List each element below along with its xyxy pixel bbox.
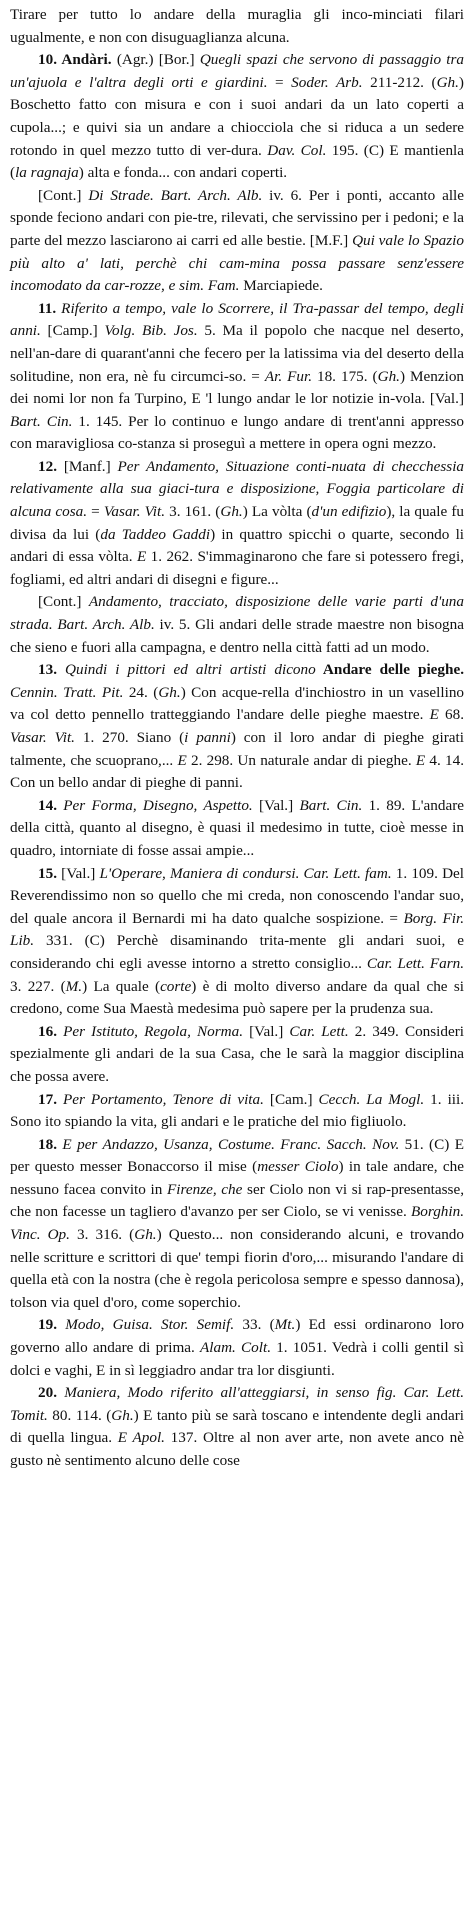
entry-text-segment: Bart. Cin. [10,412,73,430]
entry-text-segment: E Apol. [117,1429,165,1447]
entry-text-segment: d'un edifizio [311,503,387,521]
entry-text-segment: Dav. Col. [267,141,327,159]
entry-text-segment: Riferito a tempo, vale lo Scorrere, il Tra-passar del tempo, degli anni. [10,299,464,340]
entry-text-segment: 1. 262. S'immaginarono che fare si potessero fregi, fogliami, ed altri andari di disegni e figure... [10,548,464,588]
entry-text-segment: E [136,548,147,566]
entry-text-segment: M. [65,977,83,995]
entry-text-segment: ) in quattro spicchi o quarte, secondo li andari di essa vòlta. [10,525,465,566]
entry-text-segment: Di Strade. Bart. Arch. Alb. [88,186,263,204]
entry-text-segment: 5. Ma il popolo che nacque nel deserto, nell'an-dare di quarant'anni che fecero per la latissima via del deserto della solitudine, non era, nè fu circumci-so. = [10,322,464,385]
sense-number: 20. [38,1384,57,1402]
entry-text-segment: ), la quale fu divisa da lui ( [10,503,464,543]
entry-text-segment: 331. (C) Perchè disaminando trita-mente gli andari suoi, e considerando chi egli avesse intorno a stretto consiglio... [10,932,464,972]
entry-text-segment: Cecch. La Mogl. [318,1090,425,1108]
sense-number: 15. [38,864,57,882]
entry-text-segment: 1. 145. Per lo continuo e lungo andare di trent'anni appresso con maravigliosa co-stanza si proseguì a mettere in opera ogni mezzo. [10,412,465,453]
entry-text-segment: ) La vòlta ( [242,503,312,521]
entry-paragraph-intro [10,4,464,49]
entry-paragraph-s15 [10,863,464,1021]
entry-paragraph-s11 [10,298,464,456]
entry-text-segment: ) Ed essi ordinarono loro governo allo andare di prima. [10,1316,465,1357]
entry-text-segment: Gh. [220,503,243,521]
entry-paragraph-s12-cont [10,591,464,659]
entry-text-segment: Firenze, che [167,1180,243,1198]
entry-paragraph-s12 [10,456,464,592]
entry-text-segment: la ragnaja [15,164,79,182]
sense-number: 18. [38,1135,57,1153]
sense-number: 16. [38,1022,57,1040]
entry-text-segment: Per Portamento, Tenore di vita. [63,1090,264,1108]
entry-text-segment: Quegli spazi che servono di passaggio tra un'ajuola e l'altra degli orti e giardini. [10,51,464,91]
entry-text-segment: Quindi i pittori ed altri artisti dicono [65,661,316,679]
entry-text-segment: ) con il loro andar di pieghe girati talmente, che scuoprano,... [10,729,464,769]
entry-paragraph-s19 [10,1314,464,1382]
entry-paragraph-s17 [10,1089,464,1134]
entry-text-segment: [Cam.] [263,1090,319,1108]
entry-text-segment: Modo, Guisa. Stor. Semif. [65,1316,235,1334]
entry-text-segment: Bart. Cin. [299,796,363,814]
entry-text-segment: 80. 114. ( [47,1406,112,1424]
entry-text-segment: Gh. [436,73,459,91]
entry-text-segment: messer Ciolo [257,1158,339,1176]
entry-text-segment: [Manf.] [56,457,118,475]
sense-number: 17. [38,1090,57,1108]
entry-text-segment: E [177,751,187,769]
entry-text-segment: 137. Oltre al non aver arte, non avete anco nè gusto nè sentimento alcuno delle cose [10,1429,464,1469]
entry-text-segment: 3. 161. ( [165,503,221,521]
entry-text-segment: Gh. [111,1406,134,1424]
sense-number: 11. [38,299,57,317]
entry-text-segment: [Cont.] [38,593,89,611]
entry-text-segment: ) Boschetto fatto con misura e con i suoi andari da un lato coperti a cupola...; e quivi sia un andare a chiocciola che si riduca a un sedere rotondo in quel mezzo tutto di ver-dura. [10,73,464,159]
entry-text-segment: E [429,706,439,724]
entry-paragraph-s13 [10,659,464,795]
entry-text-segment: i panni [184,729,231,746]
entry-text-segment: [Camp.] [40,322,105,340]
entry-text-segment: iv. 5. Gli andari delle strade maestre non bisogna che sieno e fuori alla campagna, e dentro nella città fatti ad un modo. [10,616,464,656]
entry-text-segment: Marciapiede. [239,277,323,295]
sense-number: 10. Andàri. [38,51,112,69]
entry-text-segment: 2. 298. Un naturale andar di pieghe. [186,751,416,769]
entry-text-segment: Ar. Fur. [264,367,312,385]
entry-text-segment: [Val.] [56,864,100,882]
sense-number: 13. [38,661,57,679]
entry-paragraph-s14 [10,795,464,863]
entry-text-segment: Andamento, tracciato, disposizione delle varie parti d'una strada. Bart. Arch. Alb. [10,593,464,634]
entry-text-segment: iv. 6. Per i ponti, accanto alle sponde feciono andari con pie-tre, rilevati, che servissino per i pedoni; e la parte del mezzo lasciarono ai carri ed alle bestie. [M.F.] [10,186,464,249]
entry-text-segment: Mt. [274,1316,296,1334]
entry-text-segment: ) Con acque-rella d'inchiostro in un vasellino va col detto pennello tratteggiando l'andare delle pieghe maestre. [10,683,465,724]
entry-text-segment: ) è di molto diverso andare da qual che si credono, come Sua Maestà medesima può sapere per la prudenza sua. [10,977,464,1018]
sense-number: 19. [38,1316,57,1334]
entry-text-segment: Cennin. Tratt. Pit. [10,683,124,701]
entry-text-segment: 1. 109. Del Reverendissimo non so quello che mi creda, non conoscendo l'andar suo, del quale ancora il Bernardi mi ha dato qualche sospizione. = [10,864,464,927]
entry-text-segment: Car. Lett. Farn. [366,954,464,972]
entry-text-segment: 33. ( [234,1316,275,1334]
entry-text-segment: Qui vale lo Spazio più alto a' lati, perchè chi cam-mina possa passare senz'essere incomodato da car-rozze, e sim. Fam. [10,231,464,295]
entry-text-segment: 24. ( [123,683,159,701]
entry-text-segment: [Cont.] [38,186,89,204]
entry-text-segment: Gh. [158,683,181,701]
entry-text-segment: ) E tanto più se sarà toscano e intendente degli andari di quella lingua. [10,1406,464,1447]
entry-text-segment: Tirare per tutto lo andare della muraglia gli inco-minciati filari ugualmente, e non con disuguaglianza alcuna. [10,6,464,46]
entry-text-segment: 51. (C) E per questo messer Bonaccorso il mise ( [10,1135,464,1176]
entry-text-segment: ser Ciolo non vi si rap-presentasse, che non facesse un tagliero d'avanzo per ser Ciolo, se vi venisse. [10,1180,465,1221]
entry-text-segment: ) La quale ( [82,977,161,995]
entry-text-segment: 1. 1051. Vedrà i colli gentil sì dolci e vaghi, E in sì leggiadro andar tra lor disgiunti. [10,1339,464,1379]
entry-text-segment: Gh. [377,367,400,385]
entry-text-segment: corte [160,977,192,995]
entry-text-segment: Borghin. Vinc. Op. [10,1203,464,1244]
entry-text-segment: 68. [438,706,465,724]
entry-text-segment [57,661,65,678]
entry-text-segment: 1. 270. Siano ( [74,729,185,746]
entry-text-segment: 18. 175. ( [312,367,378,385]
entry-text-segment: Per Istituto, Regola, Norma. [63,1022,243,1040]
entry-text-segment: ) Menzion dei nomi lor non fa Turpino, E 'l lungo andar le lor notizie in-vola. [Val.] [10,367,465,408]
entry-text-segment: Per Forma, Disegno, Aspetto. [63,796,253,814]
entry-text-segment [57,1316,65,1333]
entry-text-segment: 4. 14. Con un bello andar di pieghe di panni. [10,751,464,792]
entry-text-segment: 1. iii. Sono ito spiando la vita, gli andari e le pratiche del mio figliuolo. [10,1090,465,1131]
entry-text-segment: Soder. Arb. [291,73,363,91]
entry-text-segment: Maniera, Modo riferito all'atteggiarsi, in senso fig. Car. Lett. Tomit. [10,1384,465,1424]
sense-number: 14. [38,796,57,814]
entry-text-segment: = [87,503,104,521]
entry-paragraph-s18 [10,1134,464,1315]
entry-text-segment: 3. 316. ( [69,1226,135,1244]
entry-text-segment: ) alta e fonda... con andari coperti. [78,164,288,182]
entry-text-segment: Andare delle pieghe. [315,661,464,679]
sense-number: 12. [38,457,57,475]
entry-text-segment: da Taddeo Gaddi [100,525,211,543]
entry-text-segment: = [267,73,292,91]
entry-text-segment: Per Andamento, Situazione conti-nuata di checchessia relativamente alla sua giaci-tura e disposizione, Foggia particolare di alcuna cosa. [10,457,465,521]
entry-text-segment: 1. 89. L'andare della città, quanto al disegno, è quasi il medesimo in tutte, cioè messe in quadro, intorniate di fosse assai ampie... [10,796,465,859]
entry-text-segment: [Val.] [252,796,300,814]
entry-text-segment: [Val.] [243,1022,290,1040]
entry-text-segment: 3. 227. ( [10,977,66,995]
entry-text-segment: Vasar. Vit. [103,503,166,521]
entry-text-segment: Car. Lett. [289,1022,349,1040]
entry-text-segment: E [415,751,426,769]
entry-text-segment: Volg. Bib. Jos. [104,322,198,340]
entry-text-segment: Borg. Fir. Lib. [10,909,464,950]
entry-paragraph-s10 [10,49,464,185]
entry-text-segment: 2. 349. Consideri spezialmente gli andari de la sua Casa, che le sarà la maggior disciplina che possa avere. [10,1022,465,1085]
entry-text-segment: Gh. [134,1226,157,1244]
entry-text-segment: E per Andazzo, Usanza, Costume. Franc. Sacch. Nov. [62,1135,400,1153]
entry-text-segment: (Agr.) [Bor.] [111,51,200,69]
entry-paragraph-s20 [10,1382,464,1472]
entry-text-segment: Alam. Colt. [200,1339,272,1357]
entry-paragraph-s10-cont [10,185,464,298]
entry-text-segment: 195. (C) E mantienla ( [10,141,464,182]
entry-text-segment: Vasar. Vit. [10,729,75,746]
entry-text-segment: L'Operare, Maniera di condursi. Car. Lett. fam. [99,864,392,882]
entry-paragraph-s16 [10,1021,464,1089]
entry-text-segment: ) Questo... non considerando alcuni, e trovando nelle scritture e scrittori di que' tempi fiorin d'oro,... misurando l'andare di quella età con la nostra (che è regola pericolosa sempre e spesso dannosa), tolson via quel d'oro, come soperchio. [10,1226,464,1311]
entry-text-segment: ) in tale andare, che nessuno facea convito in [10,1158,465,1198]
entry-text-segment: 211-212. ( [362,73,437,91]
